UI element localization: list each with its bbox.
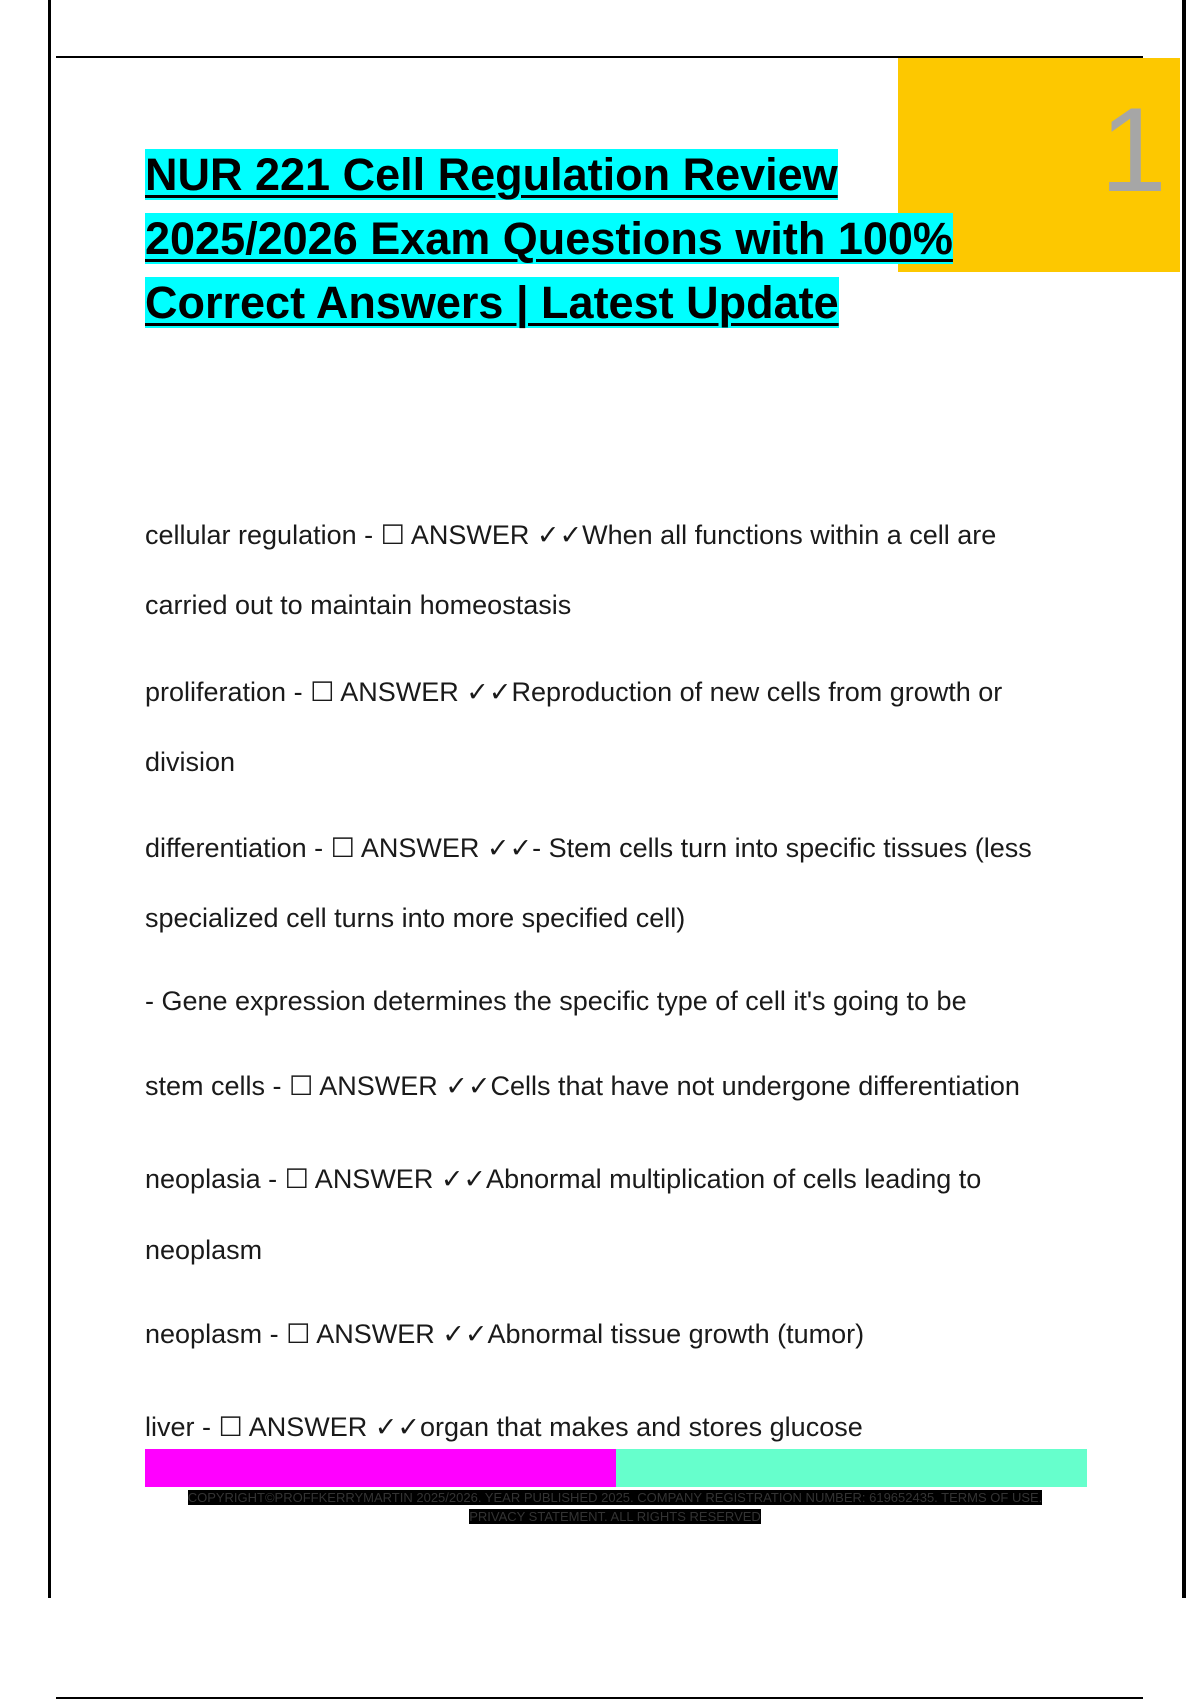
right-border: [1182, 0, 1186, 1598]
copyright-notice: [160, 1488, 1070, 1526]
qa-line: neoplasm: [145, 1235, 263, 1265]
qa-line: proliferation - ☐ ANSWER ✓✓Reproduction of new cells from growth or: [145, 677, 1003, 707]
bottom-rule: [56, 1697, 1143, 1699]
qa-line: neoplasm - ☐ ANSWER ✓✓Abnormal tissue growth (tumor): [145, 1319, 865, 1349]
qa-line: specialized cell turns into more specified cell): [145, 903, 686, 933]
footer-band-magenta: [145, 1449, 616, 1487]
qa-line: liver - ☐ ANSWER ✓✓organ that makes and stores glucose: [145, 1412, 863, 1442]
title-line-3: Correct Answers | Latest Update: [145, 277, 839, 328]
qa-line: carried out to maintain homeostasis: [145, 590, 572, 620]
document-title: [145, 143, 1045, 335]
qa-line: - Gene expression determines the specific type of cell it's going to be: [145, 986, 967, 1016]
footer-band-mint: [616, 1449, 1087, 1487]
qa-line: differentiation - ☐ ANSWER ✓✓- Stem cells turn into specific tissues (less: [145, 833, 1032, 863]
copyright-line-1: COPYRIGHT©PROFFKERRYMARTIN 2025/2026. YEAR PUBLISHED 2025. COMPANY REGISTRATION NUMBER: 619652435. TERMS OF USE.: [187, 1490, 1043, 1505]
title-line-1: NUR 221 Cell Regulation Review: [145, 149, 838, 200]
qa-line: cellular regulation - ☐ ANSWER ✓✓When all functions within a cell are: [145, 520, 997, 550]
page-number: 1: [1100, 83, 1167, 217]
title-line-2: 2025/2026 Exam Questions with 100%: [145, 213, 953, 264]
qa-line: division: [145, 747, 236, 777]
copyright-line-2: PRIVACY STATEMENT. ALL RIGHTS RESERVED: [469, 1509, 761, 1524]
left-border: [48, 0, 51, 1598]
qa-line: stem cells - ☐ ANSWER ✓✓Cells that have not undergone differentiation: [145, 1071, 1020, 1101]
qa-line: neoplasia - ☐ ANSWER ✓✓Abnormal multiplication of cells leading to: [145, 1164, 982, 1194]
